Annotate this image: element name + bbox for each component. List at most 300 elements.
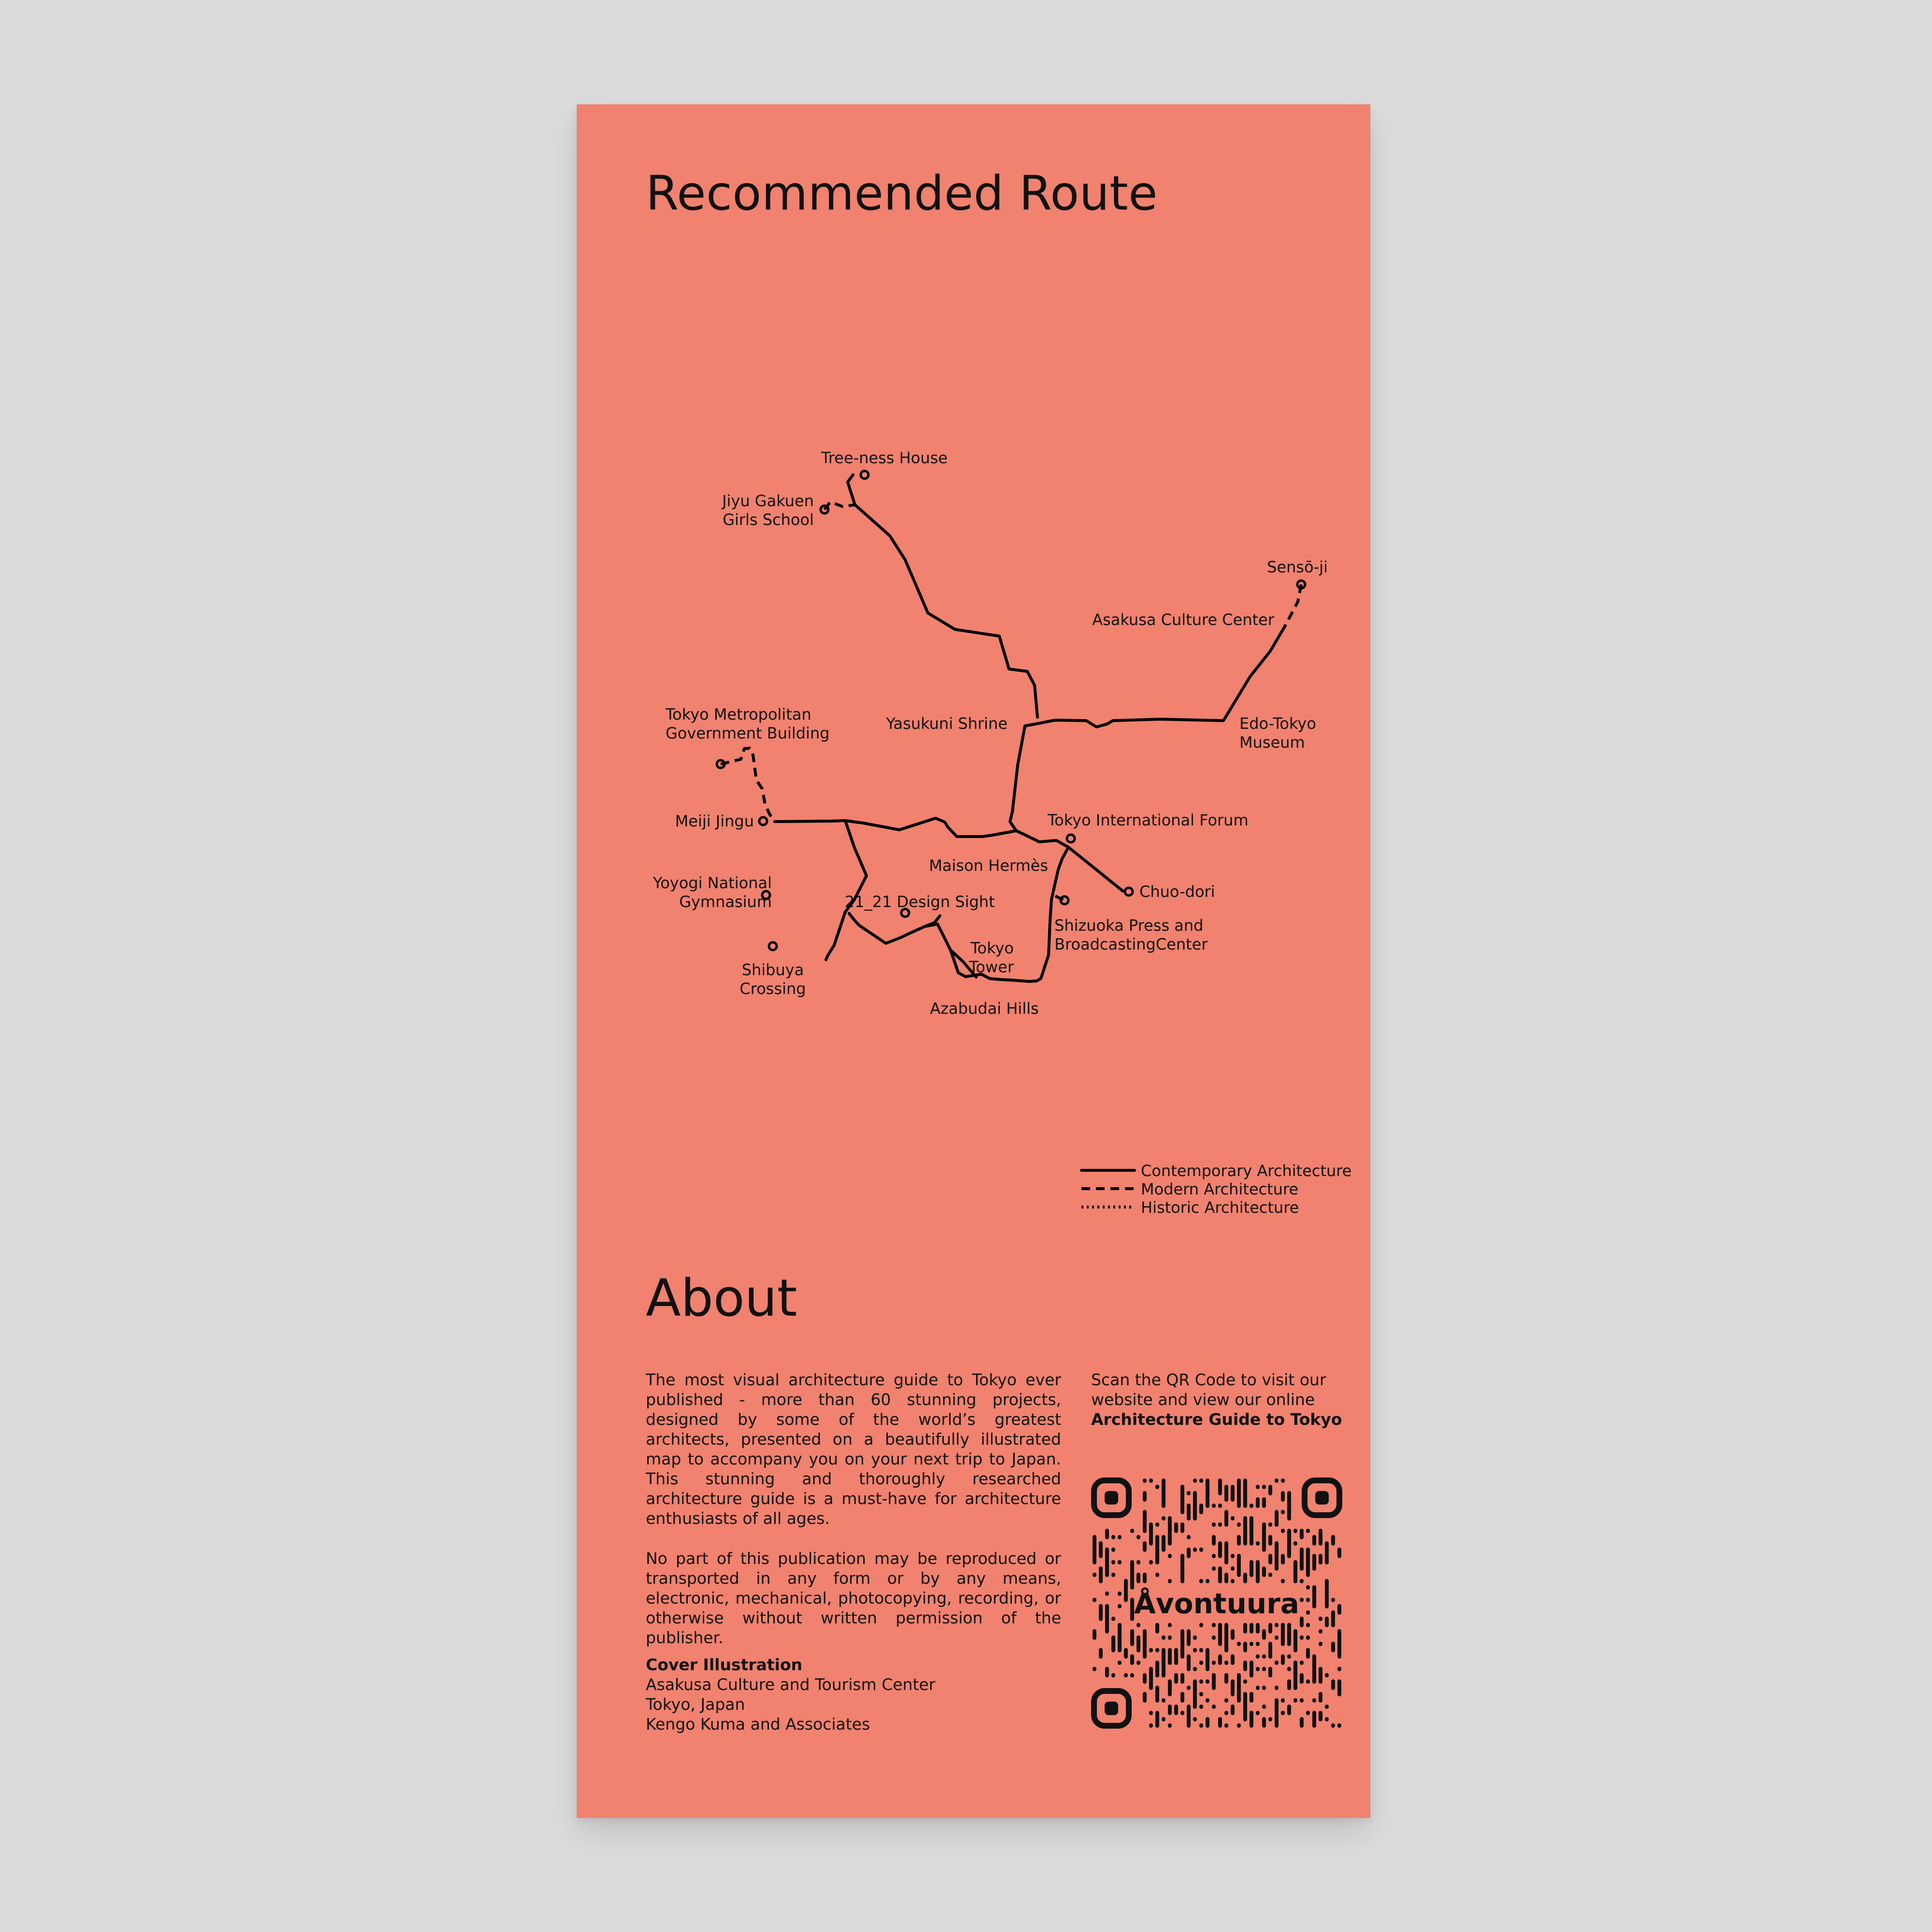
qr-module (1155, 1686, 1159, 1703)
qr-module (1136, 1623, 1140, 1627)
route-title: Recommended Route (646, 166, 1158, 221)
qr-module (1306, 1585, 1310, 1590)
qr-module (1212, 1566, 1216, 1571)
stop-marker-shibuya (769, 942, 777, 950)
qr-module (1237, 1522, 1241, 1527)
qr-module (1337, 1723, 1341, 1728)
qr-module (1293, 1629, 1297, 1652)
qr-module (1231, 1705, 1235, 1715)
qr-module (1256, 1642, 1260, 1646)
label-maison: Maison Hermès (929, 856, 1048, 875)
qr-module (1268, 1623, 1272, 1634)
qr-module (1281, 1579, 1285, 1583)
qr-module (1331, 1642, 1335, 1652)
qr-module (1155, 1522, 1159, 1527)
qr-module (1130, 1629, 1134, 1646)
qr-module (1306, 1711, 1310, 1715)
qr-module (1149, 1522, 1153, 1546)
qr-module (1180, 1711, 1184, 1715)
qr-module (1187, 1535, 1191, 1539)
qr-instructions-text: Scan the QR Code to visit our website and view our online (1091, 1370, 1326, 1409)
qr-module (1212, 1522, 1216, 1527)
qr-module (1250, 1711, 1253, 1728)
qr-module (1281, 1529, 1285, 1533)
qr-module (1275, 1686, 1279, 1690)
qr-module (1231, 1579, 1235, 1583)
qr-module (1162, 1698, 1165, 1703)
qr-module (1231, 1516, 1235, 1520)
qr-module (1256, 1654, 1260, 1659)
qr-module (1193, 1648, 1197, 1652)
credits-line: Kengo Kuma and Associates (646, 1715, 870, 1733)
qr-module (1262, 1497, 1266, 1508)
qr-module (1105, 1591, 1109, 1596)
qr-module (1293, 1661, 1297, 1690)
qr-module (1218, 1504, 1222, 1508)
qr-module (1281, 1654, 1285, 1665)
qr-module (1180, 1554, 1184, 1583)
qr-module (1281, 1711, 1285, 1715)
qr-module (1224, 1711, 1228, 1715)
qr-module (1224, 1541, 1228, 1564)
qr-module (1306, 1679, 1310, 1684)
qr-module (1105, 1604, 1109, 1634)
qr-module (1237, 1478, 1241, 1508)
qr-module (1162, 1648, 1165, 1677)
qr-module (1168, 1554, 1172, 1558)
qr-module (1162, 1478, 1165, 1508)
label-yoyogi-line1: Yoyogi National (653, 874, 772, 892)
qr-module (1325, 1541, 1329, 1564)
qr-module (1293, 1698, 1297, 1703)
qr-module (1180, 1485, 1184, 1514)
qr-module (1149, 1711, 1153, 1715)
qr-module (1199, 1679, 1203, 1684)
qr-module (1268, 1573, 1272, 1577)
qr-module (1136, 1635, 1140, 1652)
qr-module (1206, 1579, 1209, 1583)
qr-module (1187, 1686, 1191, 1690)
qr-module (1319, 1529, 1322, 1546)
label-edo-line1: Edo-Tokyo (1239, 714, 1316, 733)
qr-module (1193, 1478, 1197, 1483)
qr-module (1231, 1554, 1235, 1558)
qr-module (1193, 1667, 1197, 1671)
qr-module (1162, 1717, 1165, 1721)
qr-module (1111, 1673, 1115, 1677)
qr-module (1187, 1654, 1191, 1671)
qr-module (1136, 1661, 1140, 1665)
qr-module (1256, 1623, 1260, 1634)
qr-module (1293, 1560, 1297, 1583)
qr-module (1218, 1566, 1222, 1583)
qr-module (1174, 1522, 1178, 1533)
label-shizuoka-line2: BroadcastingCenter (1054, 935, 1208, 953)
qr-module (1287, 1529, 1291, 1558)
qr-module (1224, 1573, 1228, 1583)
qr-module (1281, 1554, 1285, 1564)
qr-module (1093, 1573, 1096, 1577)
qr-module (1118, 1661, 1122, 1665)
qr-module (1199, 1504, 1203, 1514)
qr-module (1105, 1529, 1109, 1539)
qr-module (1306, 1529, 1310, 1533)
qr-module (1306, 1598, 1310, 1602)
qr-module (1262, 1566, 1266, 1577)
qr-module (1275, 1698, 1279, 1728)
qr-module (1168, 1516, 1172, 1546)
qr-module (1187, 1504, 1191, 1520)
label-tower-line2: Tower (969, 958, 1014, 976)
qr-module (1300, 1548, 1304, 1571)
label-meiji: Meiji Jingu (675, 812, 754, 830)
qr-module (1287, 1705, 1291, 1715)
qr-module (1187, 1629, 1191, 1646)
qr-module (1319, 1629, 1322, 1634)
qr-module (1306, 1610, 1310, 1615)
qr-module (1262, 1522, 1266, 1552)
qr-module (1218, 1717, 1222, 1728)
qr-module (1319, 1642, 1322, 1646)
qr-module (1168, 1679, 1172, 1696)
qr-module (1099, 1604, 1103, 1621)
qr-module (1212, 1554, 1216, 1558)
legend-historic: Historic Architecture (1141, 1198, 1299, 1217)
qr-module (1268, 1554, 1272, 1564)
qr-module (1143, 1573, 1147, 1583)
qr-module (1300, 1635, 1304, 1640)
qr-module (1224, 1485, 1228, 1502)
qr-module (1149, 1478, 1153, 1483)
qr-module (1275, 1510, 1279, 1527)
qr-module (1231, 1485, 1235, 1502)
qr-module (1337, 1548, 1341, 1558)
qr-module (1118, 1604, 1122, 1608)
qr-module (1256, 1497, 1260, 1508)
qr-finder-top-left (1094, 1480, 1129, 1515)
qr-module (1256, 1485, 1260, 1489)
qr-module (1111, 1617, 1115, 1621)
qr-finder-bottom-left (1094, 1691, 1129, 1726)
stop-marker-shizuoka (1061, 896, 1068, 904)
qr-module (1312, 1554, 1316, 1571)
qr-module (1224, 1698, 1228, 1703)
qr-module (1300, 1673, 1304, 1684)
qr-module (1105, 1667, 1109, 1677)
qr-module (1187, 1548, 1191, 1558)
qr-module (1224, 1623, 1228, 1652)
qr-module (1155, 1711, 1159, 1728)
qr-module (1168, 1579, 1172, 1583)
qr-module (1312, 1535, 1316, 1546)
qr-module (1237, 1673, 1241, 1703)
qr-module (1168, 1723, 1172, 1728)
qr-module (1331, 1535, 1335, 1546)
qr-module (1331, 1598, 1335, 1602)
qr-module (1325, 1705, 1329, 1709)
qr-module (1199, 1548, 1203, 1552)
qr-module (1130, 1560, 1134, 1590)
qr-module (1250, 1516, 1253, 1546)
qr-module (1331, 1723, 1335, 1728)
label-edo-line2: Museum (1239, 733, 1305, 752)
qr-module (1250, 1560, 1253, 1577)
qr-code[interactable] (1091, 1477, 1342, 1729)
qr-module (1243, 1679, 1247, 1684)
qr-module (1268, 1642, 1272, 1659)
qr-module (1118, 1591, 1122, 1596)
qr-module (1287, 1654, 1291, 1659)
route-line-north (848, 475, 1037, 717)
qr-module (1149, 1723, 1153, 1728)
qr-module (1231, 1679, 1235, 1696)
label-design: 21_21 Design Sight (845, 893, 995, 911)
qr-module (1319, 1692, 1322, 1703)
qr-module (1325, 1673, 1329, 1677)
qr-module (1218, 1623, 1222, 1646)
qr-module (1268, 1485, 1272, 1495)
qr-module (1187, 1705, 1191, 1728)
qr-module (1293, 1541, 1297, 1546)
qr-module (1312, 1711, 1316, 1728)
qr-module (1243, 1516, 1247, 1546)
qr-module (1256, 1667, 1260, 1671)
qr-module (1199, 1692, 1203, 1696)
label-senso: Sensō-ji (1267, 558, 1328, 576)
qr-module (1337, 1667, 1341, 1671)
qr-module (1199, 1478, 1203, 1483)
qr-module (1162, 1535, 1165, 1552)
qr-module (1293, 1529, 1297, 1533)
route-line-senso (1285, 584, 1301, 626)
qr-module (1243, 1623, 1247, 1634)
qr-module (1262, 1705, 1266, 1709)
qr-module (1174, 1648, 1178, 1665)
qr-module (1275, 1623, 1279, 1627)
qr-module (1237, 1554, 1241, 1577)
qr-module (1281, 1623, 1285, 1646)
qr-module (1319, 1711, 1322, 1721)
qr-module (1256, 1711, 1260, 1715)
route-line-east (1025, 626, 1285, 727)
qr-module (1250, 1623, 1253, 1634)
qr-module (1180, 1673, 1184, 1684)
qr-module (1143, 1491, 1147, 1502)
legend-contemporary: Contemporary Architecture (1141, 1162, 1352, 1180)
qr-module (1262, 1686, 1266, 1690)
qr-module (1275, 1541, 1279, 1571)
qr-module (1199, 1648, 1203, 1652)
qr-module (1193, 1548, 1197, 1552)
qr-module (1180, 1629, 1184, 1659)
qr-module (1111, 1573, 1115, 1577)
qr-module (1306, 1648, 1310, 1659)
qr-module (1143, 1478, 1147, 1483)
qr-module (1162, 1635, 1165, 1640)
credits-line: Asakusa Culture and Tourism Center (646, 1675, 936, 1694)
qr-module (1149, 1667, 1153, 1690)
qr-module (1124, 1579, 1128, 1602)
qr-module (1300, 1529, 1304, 1539)
qr-module (1199, 1723, 1203, 1728)
qr-module (1337, 1679, 1341, 1696)
qr-module (1256, 1541, 1260, 1546)
about-paragraph: The most visual architecture guide to Tokyo ever published - more than 60 stunning projects, designed by some of the world’s greatest architects, presented on a beautifully illustrated map to accompany you on your next trip to Japan. This stunning and thoroughly researched architecture guide is a must-have for architecture enthusiasts of all ages. (646, 1370, 1061, 1528)
qr-module (1319, 1617, 1322, 1621)
qr-module (1136, 1560, 1140, 1564)
qr-module (1300, 1579, 1304, 1583)
qr-module (1319, 1667, 1322, 1684)
qr-module (1262, 1667, 1266, 1671)
qr-module (1111, 1548, 1115, 1552)
qr-module (1193, 1679, 1197, 1709)
qr-module (1099, 1541, 1103, 1558)
stop-marker-treeness (861, 471, 868, 479)
stop-marker-jiyu (821, 506, 828, 513)
qr-module (1168, 1705, 1172, 1715)
qr-module (1193, 1717, 1197, 1721)
qr-module (1168, 1635, 1172, 1640)
cover-credits (646, 1655, 1061, 1734)
qr-module (1143, 1510, 1147, 1533)
qr-module (1155, 1648, 1159, 1652)
qr-module (1212, 1504, 1216, 1508)
qr-module (1268, 1522, 1272, 1527)
qr-module (1118, 1623, 1122, 1652)
qr-module (1312, 1585, 1316, 1608)
qr-module (1105, 1548, 1109, 1577)
label-chuo: Chuo-dori (1139, 882, 1215, 901)
qr-module (1174, 1673, 1178, 1684)
qr-module (1212, 1623, 1216, 1627)
qr-module (1300, 1598, 1304, 1602)
qr-module (1118, 1535, 1122, 1539)
legend-modern: Modern Architecture (1141, 1180, 1299, 1198)
stop-marker-chuo (1125, 888, 1133, 895)
qr-brand-logo: Åvontuura (1134, 1587, 1299, 1620)
qr-module (1312, 1698, 1316, 1703)
route-line-tmg (721, 748, 775, 822)
label-jiyu-line2: Girls School (723, 511, 814, 529)
qr-module (1193, 1635, 1197, 1640)
qr-module (1237, 1642, 1241, 1646)
qr-module (1306, 1623, 1310, 1627)
qr-module (1206, 1478, 1209, 1508)
qr-module (1130, 1598, 1134, 1621)
label-tmg-line2: Government Building (666, 724, 830, 742)
legend (1081, 1162, 1351, 1217)
qr-module (1212, 1661, 1216, 1665)
qr-module (1143, 1541, 1147, 1552)
qr-module (1331, 1610, 1335, 1627)
qr-module (1180, 1692, 1184, 1703)
qr-module (1300, 1661, 1304, 1665)
qr-module (1130, 1673, 1134, 1677)
qr-module (1124, 1673, 1128, 1677)
credits-heading: Cover Illustration (646, 1655, 803, 1674)
qr-module (1168, 1623, 1172, 1627)
qr-module (1287, 1679, 1291, 1690)
qr-module (1130, 1529, 1134, 1533)
label-shibuya-line2: Crossing (739, 980, 806, 998)
qr-module (1111, 1635, 1115, 1652)
qr-module (1281, 1478, 1285, 1483)
label-jiyu-line1: Jiyu Gakuen (722, 492, 814, 510)
label-tmg-line1: Tokyo Metropolitan (666, 705, 811, 724)
qr-module (1136, 1573, 1140, 1583)
qr-module (1237, 1535, 1241, 1546)
qr-module (1306, 1635, 1310, 1640)
qr-module (1155, 1535, 1159, 1564)
label-shibuya-line1: Shibuya (741, 961, 804, 979)
qr-module (1099, 1566, 1103, 1583)
qr-module (1155, 1623, 1159, 1634)
label-forum: Tokyo International Forum (1048, 811, 1249, 829)
qr-module (1136, 1535, 1140, 1539)
label-azabudai: Azabudai Hills (930, 999, 1039, 1018)
qr-module (1155, 1661, 1159, 1677)
stop-labels (653, 449, 1328, 1018)
about-title: About (646, 1268, 797, 1328)
credits-line: Tokyo, Japan (646, 1695, 745, 1714)
qr-module (1287, 1667, 1291, 1671)
stop-marker-forum (1067, 835, 1075, 842)
qr-module (1199, 1661, 1203, 1665)
qr-module (1199, 1705, 1203, 1709)
copyright-paragraph: No part of this publication may be reproduced or transported in any form or by any means, electronic, mechanical, photocopying, recording, or otherwise without written permission of the publisher. (646, 1549, 1061, 1647)
qr-module (1325, 1579, 1329, 1608)
qr-module (1275, 1635, 1279, 1640)
qr-module (1155, 1485, 1159, 1489)
qr-module (1187, 1491, 1191, 1495)
route-line-shibuya (826, 821, 867, 960)
label-asakusa: Asakusa Culture Center (1092, 611, 1274, 629)
qr-module (1300, 1717, 1304, 1728)
qr-module (1237, 1723, 1241, 1728)
qr-instructions (1091, 1370, 1342, 1429)
qr-module (1180, 1522, 1184, 1533)
label-yasukuni: Yasukuni Shrine (886, 714, 1008, 733)
qr-module (1250, 1642, 1253, 1646)
label-shizuoka-line1: Shizuoka Press and (1054, 916, 1204, 935)
qr-module (1143, 1673, 1147, 1684)
qr-module (1193, 1491, 1197, 1520)
qr-module (1281, 1510, 1285, 1514)
qr-module (1206, 1717, 1209, 1728)
qr-module (1168, 1648, 1172, 1665)
qr-module (1262, 1485, 1266, 1489)
qr-module (1206, 1698, 1209, 1703)
qr-module (1337, 1604, 1341, 1615)
qr-module (1325, 1617, 1329, 1627)
qr-module (1174, 1705, 1178, 1715)
qr-module (1306, 1548, 1310, 1577)
qr-module (1155, 1573, 1159, 1577)
qr-module (1287, 1623, 1291, 1646)
label-treeness: Tree-ness House (821, 449, 948, 467)
qr-module (1262, 1654, 1266, 1659)
qr-module (1337, 1629, 1341, 1659)
qr-module (1206, 1679, 1209, 1684)
qr-module (1218, 1541, 1222, 1558)
qr-module (1130, 1654, 1134, 1665)
qr-finder-top-right (1305, 1480, 1339, 1515)
poster (577, 104, 1370, 1818)
qr-module (1268, 1667, 1272, 1677)
qr-module (1212, 1635, 1216, 1640)
route-line-west (775, 818, 1016, 837)
qr-module (1250, 1504, 1253, 1508)
